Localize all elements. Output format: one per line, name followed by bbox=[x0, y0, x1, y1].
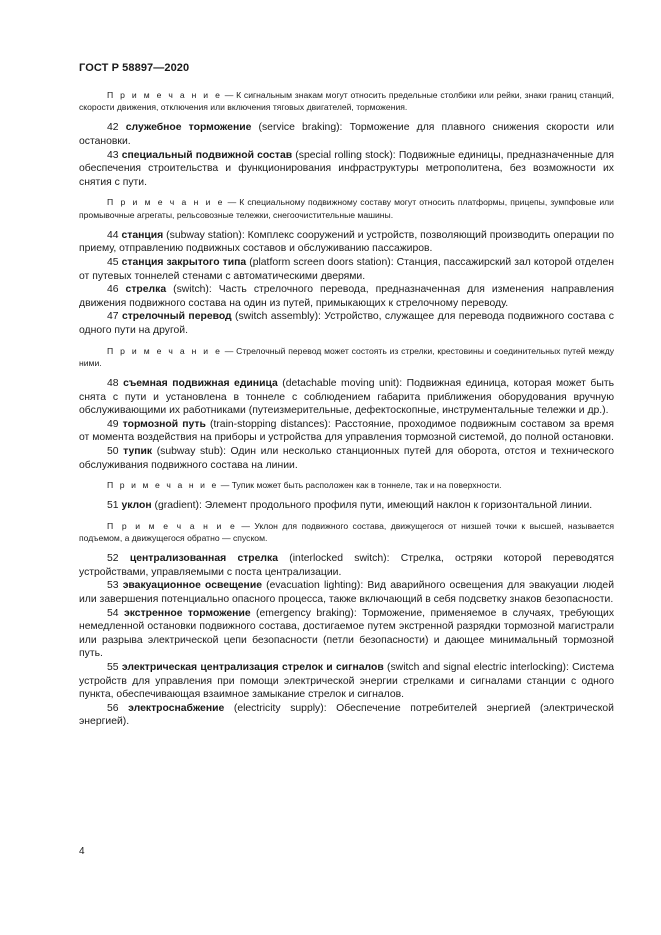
note-paragraph bbox=[79, 196, 614, 220]
term-definition bbox=[79, 310, 614, 337]
term-definition bbox=[79, 121, 614, 148]
note-paragraph bbox=[79, 520, 614, 544]
term-name: специальный подвижной состав bbox=[121, 149, 293, 161]
term-definition bbox=[79, 377, 614, 418]
term-name: съемная подвижная единица bbox=[123, 377, 278, 389]
term-definition bbox=[79, 418, 614, 445]
term-text: (subway station): Комплекс сооружений и устройств, позволяющий производить операции по приему, отправлению подвижных составов и обслуживанию пассажиров. bbox=[79, 229, 614, 255]
term-definition bbox=[79, 283, 614, 310]
term-number: 49 bbox=[107, 418, 119, 430]
term-name: станция bbox=[121, 229, 164, 241]
note-text: — Стрелочный перевод может состоять из стрелки, крестовины и соединительных путей между ними. bbox=[79, 345, 615, 368]
note-label: П р и м е ч а н и е bbox=[107, 90, 222, 100]
term-definition bbox=[79, 579, 614, 606]
term-text: (switch and signal electric interlocking): Система устройств для управления при помощи электрической энергии стрелками и сигналами станции с одного пункта, обеспечивающая взаимное замыкание стрелок и сигналов. bbox=[79, 662, 614, 701]
term-definition bbox=[79, 149, 614, 190]
document-body bbox=[79, 89, 614, 729]
note-text: — К сигнальным знакам могут относить предельные столбики или рейки, знаки границ станций, скорости движения, отключения или включения тяговых двигателей, торможения. bbox=[79, 90, 614, 113]
term-name: тормозной путь bbox=[122, 418, 206, 430]
term-text: (detachable moving unit): Подвижная единица, которая может быть снята с пути и установлена в тоннеле с соблюдением габарита приближения оборудования вручную обслуживающими их работниками (путеизмерительные, дефектоскопные, инструментальные тележки и др.). bbox=[79, 377, 615, 417]
note-text: — Тупик может быть расположен как в тоннеле, так и на поверхности. bbox=[218, 480, 502, 491]
term-definition bbox=[79, 552, 614, 579]
note-label: П р и м е ч а н и е bbox=[107, 520, 237, 531]
term-definition bbox=[79, 229, 614, 256]
term-number: 45 bbox=[107, 256, 119, 268]
note-label: П р и м е ч а н и е bbox=[107, 345, 222, 356]
term-text: (electricity supply): Обеспечение потребителей энергией (электрической энергией). bbox=[79, 702, 614, 728]
term-number: 47 bbox=[107, 311, 119, 323]
term-definition bbox=[79, 445, 614, 472]
standard-code-header: ГОСТ Р 58897—2020 bbox=[79, 62, 190, 74]
term-name: централизованная стрелка bbox=[129, 553, 279, 565]
term-definition bbox=[79, 256, 614, 283]
term-text: (subway stub): Один или несколько станционных путей для оборота, отстоя и технического обслуживания подвижного состава на линии. bbox=[79, 445, 614, 471]
term-number: 48 bbox=[107, 377, 119, 389]
term-definition bbox=[79, 607, 614, 661]
note-paragraph bbox=[79, 479, 614, 491]
term-name: электрическая централизация стрелок и сигналов bbox=[121, 662, 384, 674]
term-text: (switch): Часть стрелочного перевода, предназначенная для изменения направления движения подвижного состава на один из путей, примыкающих к стрелочному переводу. bbox=[79, 284, 614, 309]
term-number: 55 bbox=[107, 662, 119, 674]
term-number: 42 bbox=[107, 122, 119, 134]
term-text: (evacuation lighting): Вид аварийного освещения для эвакуации людей или завершения потенциально опасного процесса, также включающий в себя подсветку знаков безопасности. bbox=[79, 580, 615, 606]
term-text: (service braking): Торможение для плавного снижения скорости или остановки. bbox=[79, 122, 615, 147]
term-number: 56 bbox=[107, 702, 119, 714]
term-number: 46 bbox=[107, 284, 119, 296]
term-number: 50 bbox=[107, 445, 119, 457]
note-label: П р и м е ч а н и е bbox=[107, 480, 219, 491]
term-name: стрелка bbox=[125, 284, 167, 296]
term-name: стрелочный перевод bbox=[121, 311, 232, 323]
term-text: (special rolling stock): Подвижные единицы, предназначенные для обеспечения строительства и функционирования инфраструктуры метрополитена, без возможности их снятия с пути. bbox=[79, 149, 614, 188]
term-text: (platform screen doors station): Станция, пассажирский зал которой отделен от путевых тоннелей стенами с автоматическими дверями. bbox=[79, 256, 614, 282]
term-name: экстренное торможение bbox=[124, 607, 251, 619]
term-name: электроснабжение bbox=[128, 702, 225, 714]
note-text: — К специальному подвижному составу могут относить платформы, прицепы, зумпфовые или промывочные агрегаты, рельсовозные тележки, снегоочистительные машины. bbox=[79, 197, 614, 220]
term-definition bbox=[79, 702, 614, 729]
note-label: П р и м е ч а н и е bbox=[107, 197, 225, 208]
note-text: — Уклон для подвижного состава, движущегося от низшей точки к высшей, называется подъемом, а движущегося обратно — спуском. bbox=[79, 520, 614, 544]
term-text: (interlocked switch): Стрелка, остряки которой переводятся устройствами, управляемыми с поста централизации. bbox=[79, 553, 614, 578]
term-definition bbox=[79, 661, 614, 702]
term-text: (emergency braking): Торможение, применяемое в случаях, требующих немедленной остановки подвижного состава, достигаемое путем экстренной разрядки тормозной магистрали или разрыва электрической цепи безопасности (петли безопасности) и дающее минимальный тормозной путь. bbox=[79, 607, 615, 660]
note-paragraph bbox=[79, 345, 614, 369]
term-number: 54 bbox=[107, 607, 119, 619]
term-name: служебное торможение bbox=[125, 122, 252, 134]
note-paragraph bbox=[79, 89, 614, 113]
term-number: 43 bbox=[107, 149, 119, 161]
page-number: 4 bbox=[79, 846, 85, 857]
term-number: 53 bbox=[107, 580, 119, 592]
term-number: 44 bbox=[107, 229, 119, 241]
term-number: 51 bbox=[107, 500, 119, 512]
term-definition bbox=[79, 499, 614, 513]
term-name: уклон bbox=[121, 500, 152, 512]
term-text: (train-stopping distances): Расстояние, проходимое подвижным составом за время от момента воздействия на приборы и устройства для управления тормозной системой, до полной остановки. bbox=[79, 418, 614, 444]
term-text: (switch assembly): Устройство, служащее для перевода подвижного состава с одного пути на другой. bbox=[79, 311, 614, 336]
term-name: тупик bbox=[123, 445, 153, 457]
term-name: станция закрытого типа bbox=[121, 256, 247, 268]
term-text: (gradient): Элемент продольного профиля пути, имеющий наклон к горизонтальной линии. bbox=[151, 500, 593, 512]
term-number: 52 bbox=[107, 553, 119, 565]
term-name: эвакуационное освещение bbox=[122, 580, 262, 592]
